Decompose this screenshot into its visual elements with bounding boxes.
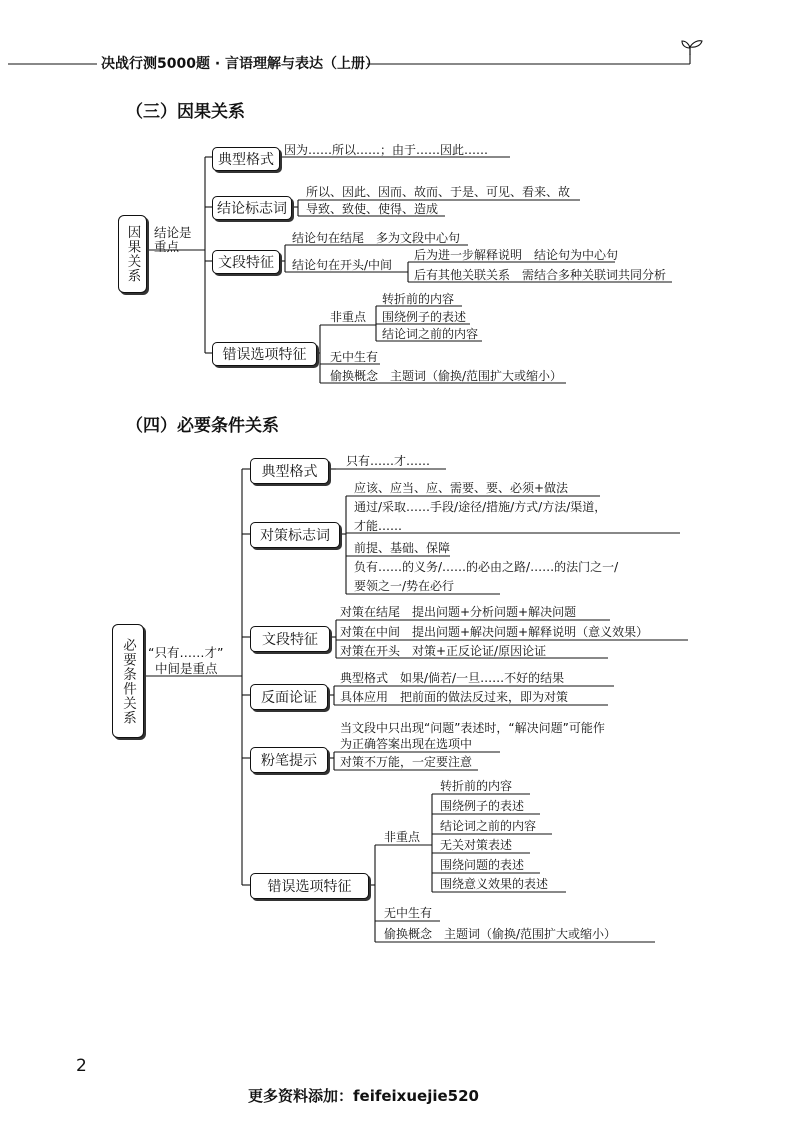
s3-paragraph-end: 结论句在结尾 多为文段中心句	[292, 231, 461, 245]
s4-counter-item-2: 具体应用 把前面的做法反过来，即为对策	[340, 690, 569, 704]
section4-root-label: 必要条件关系	[120, 637, 136, 725]
s4-non-key-item-2: 围绕例子的表述	[440, 799, 525, 813]
s4-chalk-box	[250, 747, 328, 773]
s4-countermeasure-item-1: 应该、应当、应、需要、要、必须+做法	[354, 481, 569, 495]
section3-root-box	[118, 215, 147, 293]
s4-counter-label: 反面论证	[261, 690, 317, 706]
s3-paragraph-box	[212, 250, 280, 274]
s3-typical-label: 典型格式	[218, 152, 274, 168]
s4-non-key-item-6: 围绕意义效果的表述	[440, 877, 549, 891]
section4-root-note-2: 中间是重点	[155, 661, 218, 676]
s4-wrong-label: 错误选项特征	[267, 879, 352, 895]
s4-typical-item: 只有……才……	[346, 454, 431, 468]
footer-text: 更多资料添加：feifeixuejie520	[248, 1087, 479, 1105]
s4-countermeasure-item-6: 要领之一/势在必行	[354, 579, 455, 593]
section3-root-note: 结论是重点	[154, 225, 192, 254]
s4-typical-label: 典型格式	[261, 464, 318, 480]
s3-non-key-item-1: 转折前的内容	[382, 292, 455, 306]
s4-non-key-item-3: 结论词之前的内容	[440, 819, 537, 833]
s3-wrong-box	[212, 342, 317, 366]
s4-non-key-item-1: 转折前的内容	[440, 779, 513, 793]
s4-counter-box	[250, 684, 328, 710]
s4-paragraph-item-2: 对策在中间 提出问题+解决问题+解释说明（意义效果）	[340, 625, 649, 639]
s3-paragraph-start-sub-2: 后有其他关联关系 需结合多种关联词共同分析	[414, 268, 667, 282]
page-number: 2	[76, 1056, 87, 1076]
section4-root-note-1: “只有……才”	[148, 645, 224, 660]
s4-paragraph-item-1: 对策在结尾 提出问题+分析问题+解决问题	[340, 605, 577, 619]
s4-countermeasure-box	[250, 522, 340, 548]
s4-paragraph-label: 文段特征	[262, 632, 318, 648]
s3-wrong-from-nothing: 无中生有	[330, 350, 379, 364]
s4-non-key-item-5: 围绕问题的表述	[440, 858, 525, 872]
s3-wrong-concept-swap: 偷换概念 主题词（偷换/范围扩大或缩小）	[330, 369, 563, 383]
header-title: 决战行测5000题 · 言语理解与表达（上册）	[101, 56, 380, 72]
s4-wrong-from-nothing: 无中生有	[384, 906, 433, 920]
s4-chalk-item-1: 当文段中只出现“问题”表述时，“解决问题”可能作	[340, 721, 605, 735]
s4-countermeasure-item-2: 通过/采取……手段/途径/措施/方式/方法/渠道，	[354, 500, 607, 514]
s3-markers-item-1: 所以、因此、因而、故而、于是、可见、看来、故	[306, 185, 571, 199]
s3-markers-box	[212, 196, 292, 220]
s4-countermeasure-item-5: 负有……的义务/……的必由之路/……的法门之一/	[354, 560, 619, 574]
s3-typical-box	[212, 147, 280, 171]
s4-paragraph-item-3: 对策在开头 对策+正反论证/原因论证	[340, 644, 547, 658]
section3-title: （三）因果关系	[126, 102, 245, 122]
s3-paragraph-start-sub-1: 后为进一步解释说明 结论句为中心句	[414, 248, 619, 262]
s4-wrong-non-key: 非重点	[384, 830, 421, 844]
section3-root-label: 因果关系	[124, 225, 141, 283]
s3-paragraph-label: 文段特征	[218, 255, 274, 271]
section4-title: （四）必要条件关系	[126, 416, 279, 436]
s4-non-key-item-4: 无关对策表述	[440, 838, 513, 852]
s3-typical-item: 因为……所以……；由于……因此……	[284, 143, 489, 157]
s4-countermeasure-item-4: 前提、基础、保障	[354, 541, 451, 555]
s3-wrong-non-key: 非重点	[330, 310, 367, 324]
s4-chalk-label: 粉笔提示	[261, 753, 317, 769]
s3-paragraph-start: 结论句在开头/中间	[292, 258, 393, 272]
s4-countermeasure-label: 对策标志词	[260, 528, 330, 544]
s4-paragraph-box	[250, 626, 330, 652]
sprout-icon	[681, 38, 703, 59]
s4-chalk-item-2: 为正确答案出现在选项中	[340, 737, 473, 751]
s4-wrong-concept-swap: 偷换概念 主题词（偷换/范围扩大或缩小）	[384, 927, 617, 941]
s3-markers-item-2: 导致、致使、使得、造成	[306, 202, 439, 216]
s4-typical-box	[250, 458, 329, 484]
s3-non-key-item-2: 围绕例子的表述	[382, 310, 467, 324]
s3-non-key-item-3: 结论词之前的内容	[382, 327, 479, 341]
s4-countermeasure-item-3: 才能……	[354, 519, 403, 533]
s4-wrong-box	[250, 873, 369, 899]
s3-wrong-label: 错误选项特征	[222, 347, 307, 363]
s4-chalk-item-3: 对策不万能，一定要注意	[340, 755, 473, 769]
s3-markers-label: 结论标志词	[217, 201, 287, 217]
s4-counter-item-1: 典型格式 如果/倘若/一旦……不好的结果	[340, 671, 565, 685]
section4-root-box	[112, 624, 144, 738]
